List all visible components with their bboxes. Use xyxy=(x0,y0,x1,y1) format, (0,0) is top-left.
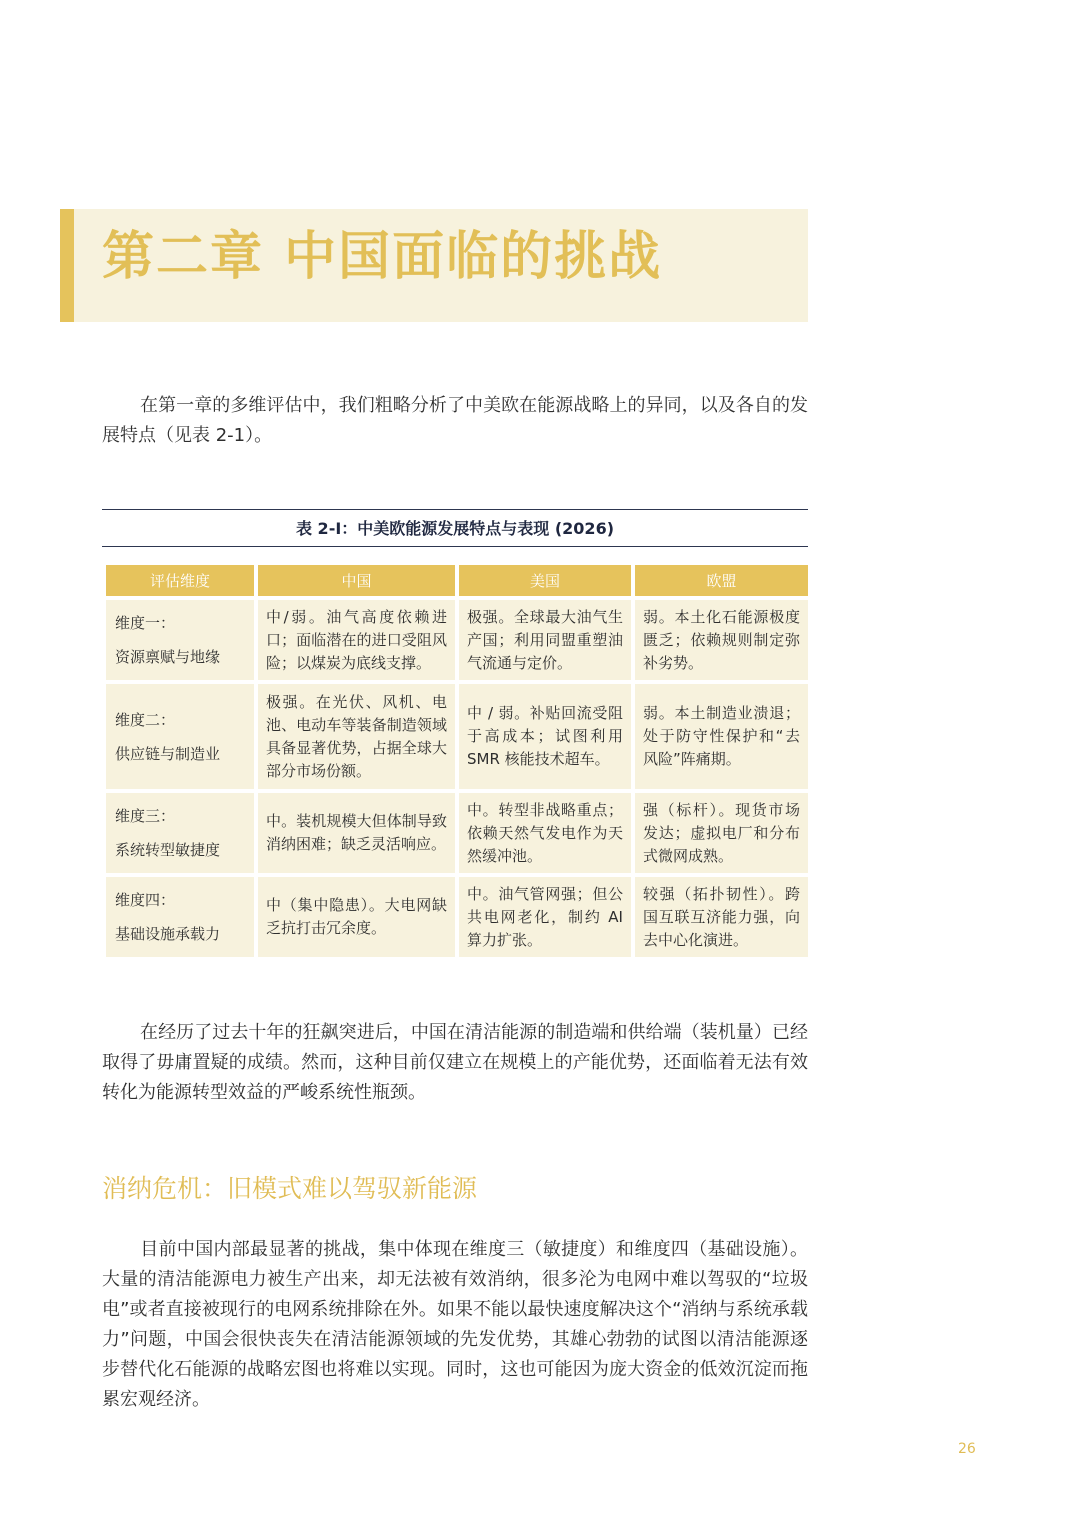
body-paragraph xyxy=(102,1018,808,1108)
dimension-label: 资源禀赋与地缘 xyxy=(115,648,221,666)
china-cell: 中。装机规模大但体制导致消纳困难；缺乏灵活响应。 xyxy=(258,793,455,873)
chapter-banner xyxy=(60,209,808,322)
dimension-number: 维度四： xyxy=(115,891,176,909)
usa-cell: 极强。全球最大油气生产国；利用同盟重塑油气流通与定价。 xyxy=(459,600,631,680)
body-text: 在经历了过去十年的狂飙突进后，中国在清洁能源的制造端和供给端（装机量）已经取得了毋庸置疑的成绩。然而，这种目前仅建立在规模上的产能优势，还面临着无法有效转化为能源转型效益的严峻系统性瓶颈。 xyxy=(102,1022,808,1103)
eu-cell: 弱。本土化石能源极度匮乏；依赖规则制定弥补劣势。 xyxy=(635,600,808,680)
dimension-label: 供应链与制造业 xyxy=(115,744,221,763)
usa-cell: 中。油气管网强；但公共电网老化，制约 AI 算力扩张。 xyxy=(459,877,631,957)
usa-cell: 中 / 弱。补贴回流受阻于高成本；试图利用 SMR 核能技术超车。 xyxy=(459,684,631,789)
header-eu: 欧盟 xyxy=(635,565,808,596)
chapter-title: 第二章 中国面临的挑战 xyxy=(102,227,663,287)
eu-cell: 强（标杆）。现货市场发达；虚拟电厂和分布式微网成熟。 xyxy=(635,793,808,873)
header-usa: 美国 xyxy=(459,565,631,596)
section-text: 目前中国内部最显著的挑战，集中体现在维度三（敏捷度）和维度四（基础设施）。大量的清洁能源电力被生产出来，却无法被有效消纳，很多沦为电网中难以驾驭的“垃圾电”或者直接被现行的电网系统排除在外。如果不能以最快速度解决这个“消纳与系统承载力”问题，中国会很快丧失在清洁能源领域的先发优势，其雄心勃勃的试图以清洁能源逐步替代化石能源的战略宏图也将难以实现。同时，这也可能因为庞大资金的低效沉淀而拖累宏观经济。 xyxy=(102,1239,808,1410)
table-row xyxy=(106,877,808,957)
eu-cell: 弱。本土制造业溃退；处于防守性保护和“去风险”阵痛期。 xyxy=(635,684,808,789)
table-row xyxy=(106,600,808,680)
usa-cell: 中。转型非战略重点；依赖天然气发电作为天然缓冲池。 xyxy=(459,793,631,873)
table-header-row xyxy=(106,565,808,596)
dimension-cell xyxy=(106,877,254,957)
section-heading: 消纳危机：旧模式难以驾驭新能源 xyxy=(102,1174,478,1203)
intro-text: 在第一章的多维评估中，我们粗略分析了中美欧在能源战略上的异同，以及各自的发展特点（见表 2-1）。 xyxy=(102,395,808,446)
header-china: 中国 xyxy=(258,565,455,596)
dimension-cell xyxy=(106,600,254,680)
table-row xyxy=(106,793,808,873)
china-cell: 中/弱。油气高度依赖进口；面临潜在的进口受阻风险；以煤炭为底线支撑。 xyxy=(258,600,455,680)
table-caption: 表 2-I：中美欧能源发展特点与表现 (2026) xyxy=(295,519,615,538)
dimension-number: 维度二： xyxy=(115,710,176,729)
table-top-rule xyxy=(102,509,808,510)
chapter-accent-bar xyxy=(60,209,74,322)
dimension-cell xyxy=(106,684,254,789)
table-caption-rule xyxy=(102,546,808,547)
eu-cell: 较强（拓扑韧性）。跨国互联互济能力强，向去中心化演进。 xyxy=(635,877,808,957)
dimension-number: 维度一： xyxy=(115,614,176,632)
header-dimension: 评估维度 xyxy=(106,565,254,596)
dimension-label: 系统转型敏捷度 xyxy=(115,841,221,859)
table-row xyxy=(106,684,808,789)
china-cell: 极强。在光伏、风机、电池、电动车等装备制造领域具备显著优势，占据全球大部分市场份额。 xyxy=(258,684,455,789)
dimension-cell xyxy=(106,793,254,873)
dimension-number: 维度三： xyxy=(115,807,176,825)
section-paragraph xyxy=(102,1235,808,1415)
dimension-label: 基础设施承载力 xyxy=(115,925,221,943)
page-number: 26 xyxy=(958,1441,976,1457)
intro-paragraph xyxy=(102,391,808,451)
comparison-table xyxy=(102,561,812,961)
china-cell: 中（集中隐患）。大电网缺乏抗打击冗余度。 xyxy=(258,877,455,957)
